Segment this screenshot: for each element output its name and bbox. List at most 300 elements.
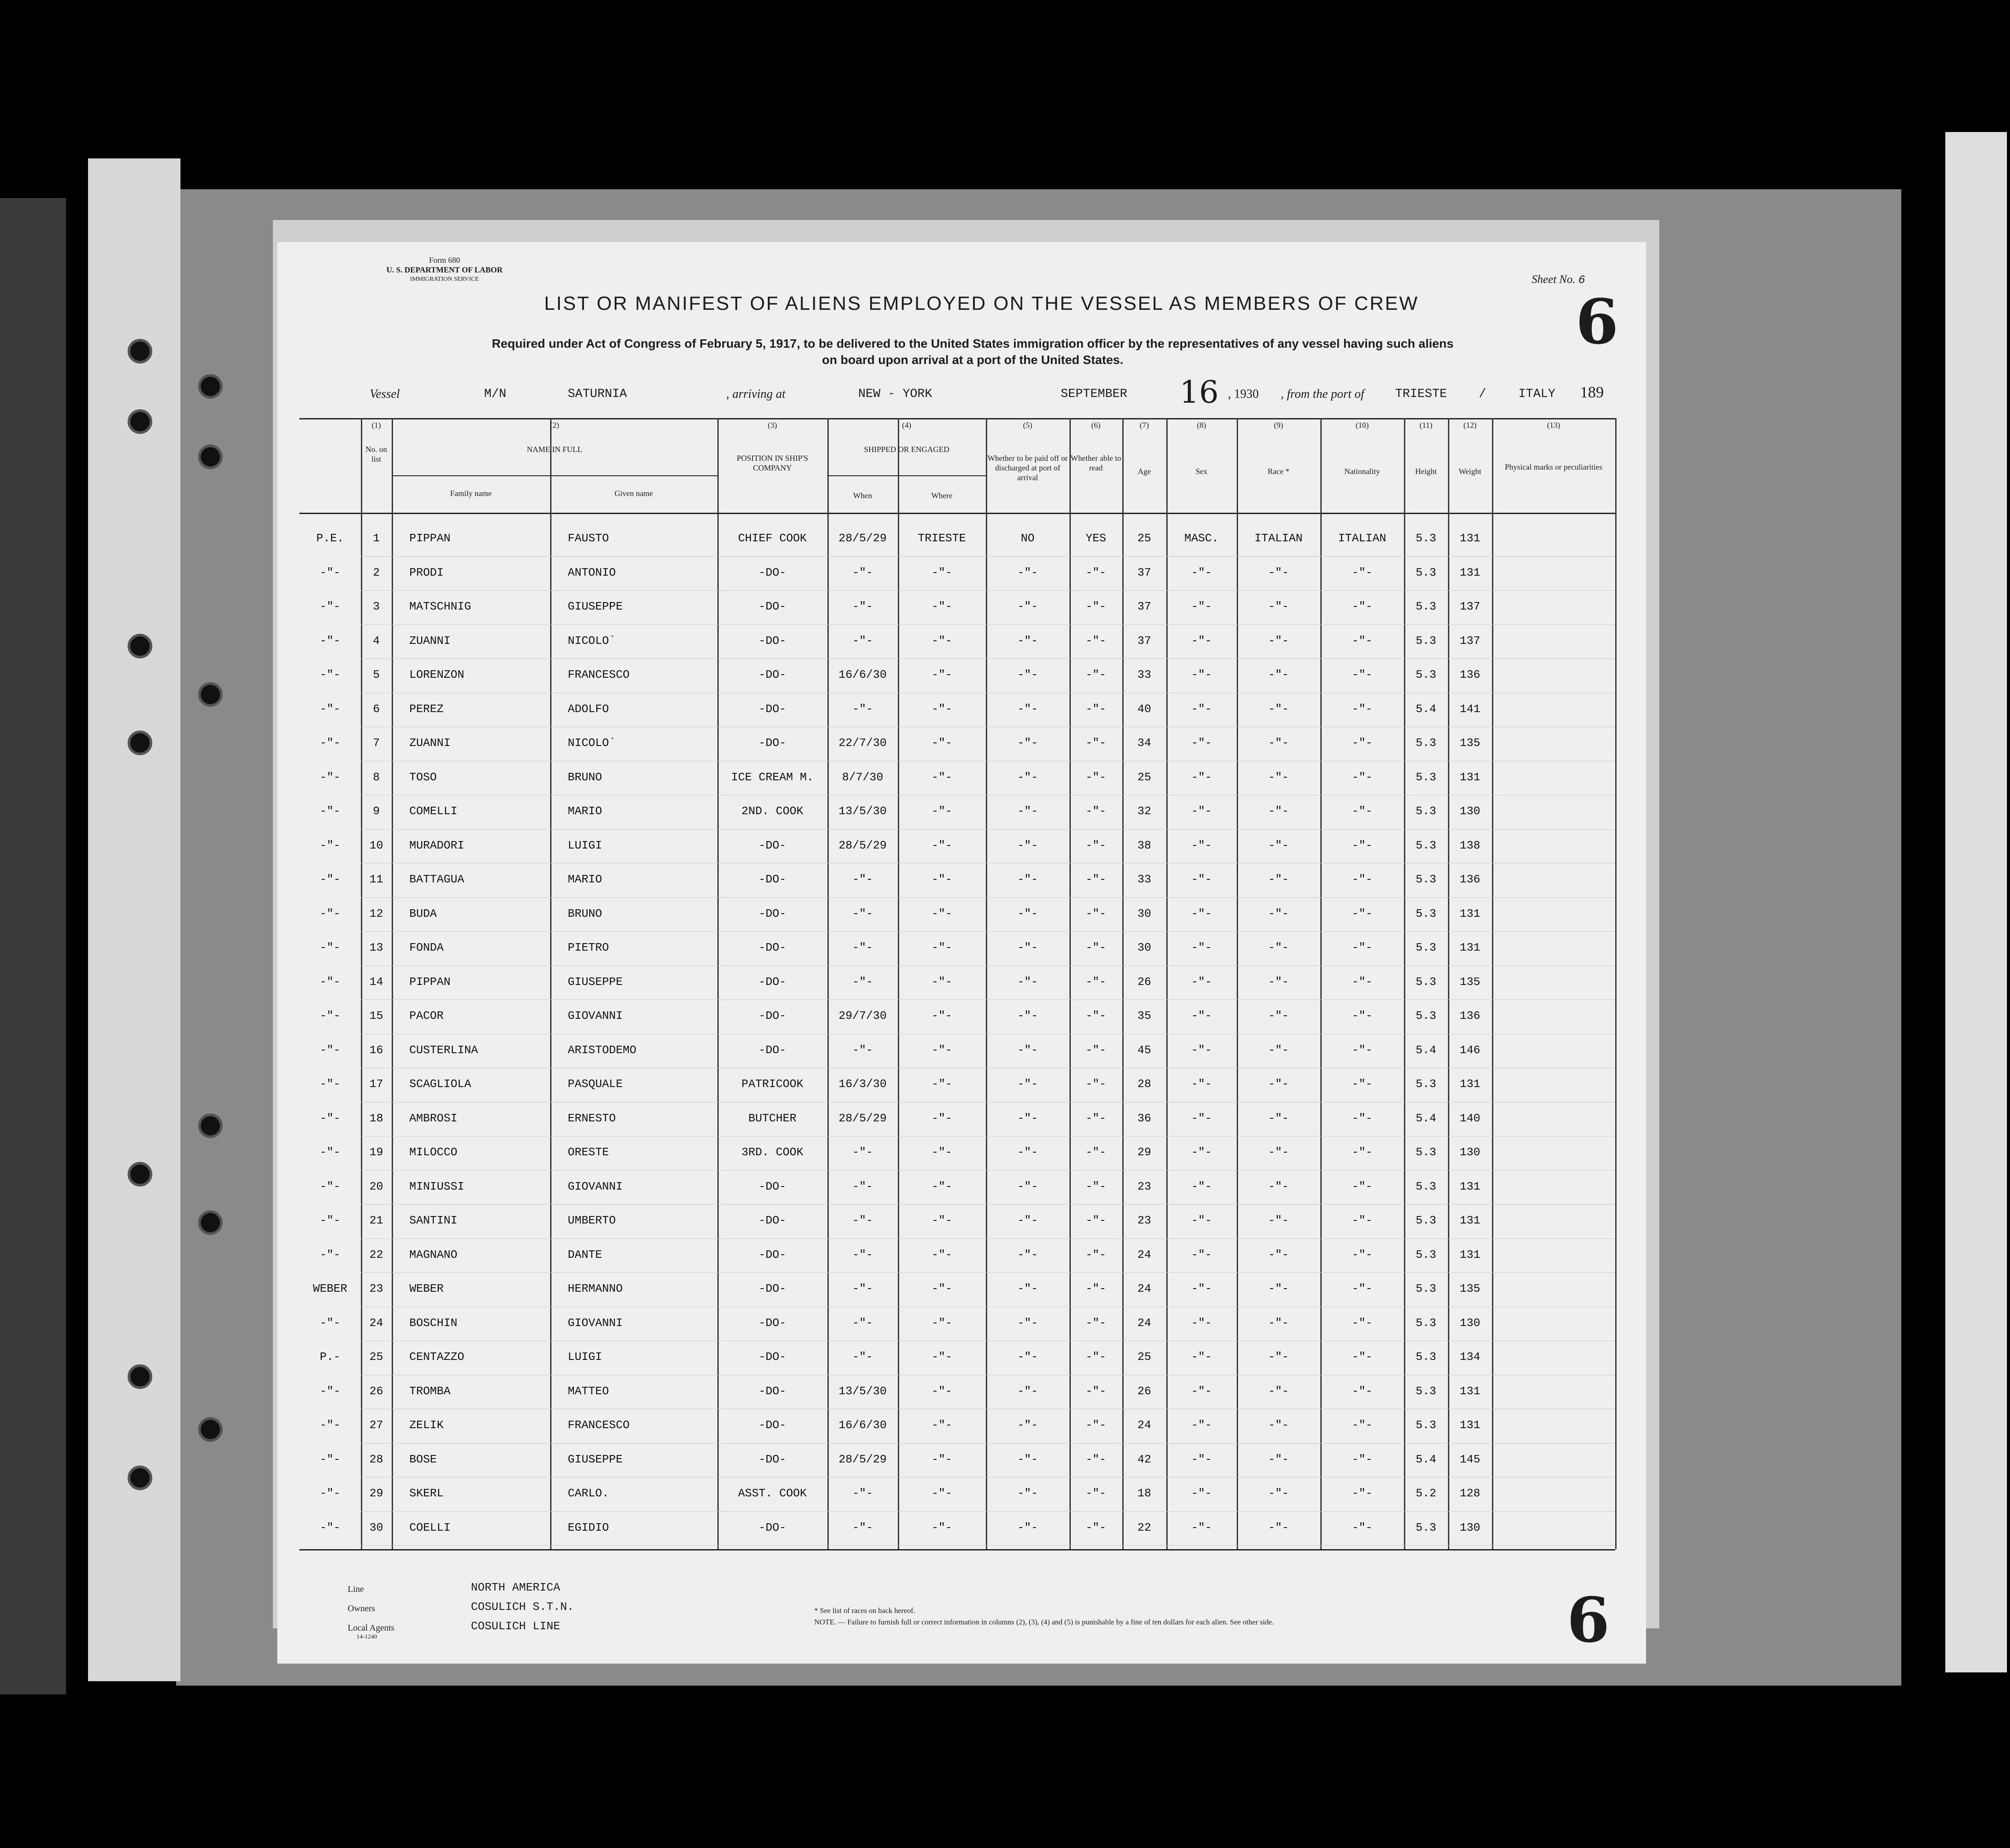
table-header-rule — [299, 513, 1615, 514]
cell-when: -"- — [852, 1350, 873, 1363]
cell-given: HERMANNO — [568, 1282, 623, 1295]
table-row — [277, 763, 1646, 797]
header-family-name: Family name — [450, 489, 492, 498]
cell-given: ARISTODEMO — [568, 1043, 637, 1057]
cell-where: -"- — [931, 805, 952, 818]
cell-paid: -"- — [1017, 1077, 1038, 1091]
cell-family: MATSCHNIG — [409, 600, 471, 613]
cell-age: 30 — [1137, 941, 1151, 954]
cell-no: 1 — [373, 532, 380, 545]
cell-where: -"- — [931, 736, 952, 749]
cell-when: -"- — [852, 1043, 873, 1057]
header-position: POSITION IN SHIP'S COMPANY — [736, 454, 808, 472]
cell-position: -DO- — [758, 668, 786, 681]
cell-where: -"- — [931, 838, 952, 852]
cell-where: -"- — [931, 1282, 952, 1295]
cell-family: ZUANNI — [409, 634, 451, 647]
cell-nat: -"- — [1352, 1214, 1373, 1227]
cell-height: 5.3 — [1415, 736, 1437, 749]
cell-read: -"- — [1085, 770, 1106, 784]
cell-position: PATRICOOK — [741, 1077, 804, 1091]
cell-nat: ITALIAN — [1338, 532, 1386, 545]
cell-read: -"- — [1085, 941, 1106, 954]
cell-given: FRANCESCO — [568, 1418, 630, 1432]
cell-where: TRIESTE — [918, 532, 966, 545]
cell-weight: 136 — [1459, 1009, 1481, 1022]
cell-height: 5.3 — [1415, 873, 1437, 886]
cell-sex: MASC. — [1184, 532, 1219, 545]
cell-given: MATTEO — [568, 1384, 609, 1398]
cell-nat: -"- — [1352, 1418, 1373, 1432]
line-value: NORTH AMERICA — [471, 1581, 560, 1594]
table-row — [277, 1138, 1646, 1172]
cell-nat: -"- — [1352, 1179, 1373, 1193]
cell-given: GIOVANNI — [568, 1009, 623, 1022]
cell-nat: -"- — [1352, 907, 1373, 920]
manifest-page — [277, 242, 1646, 1664]
cell-given: MARIO — [568, 805, 603, 818]
cell-race: -"- — [1268, 702, 1289, 716]
cell-where: -"- — [931, 634, 952, 647]
cell-height: 5.3 — [1415, 838, 1437, 852]
cell-no: 30 — [369, 1521, 383, 1534]
cell-race: -"- — [1268, 1521, 1289, 1534]
binder-hole — [198, 1113, 223, 1138]
cell-given: NICOLO` — [568, 736, 616, 749]
cell-age: 25 — [1137, 770, 1151, 784]
cell-read: -"- — [1085, 838, 1106, 852]
cell-race: -"- — [1268, 975, 1289, 988]
table-row — [277, 524, 1646, 558]
page-title: LIST OR MANIFEST OF ALIENS EMPLOYED ON THE VESSEL AS MEMBERS OF CREW — [544, 293, 1419, 314]
service-name: IMMIGRATION SERVICE — [410, 276, 479, 283]
table-row — [277, 1411, 1646, 1445]
cell-sex: -"- — [1191, 736, 1212, 749]
cell-position: -DO- — [758, 838, 786, 852]
cell-nat: -"- — [1352, 1350, 1373, 1363]
cell-no: 10 — [369, 838, 383, 852]
cell-weight: 131 — [1459, 770, 1481, 784]
cell-race: -"- — [1268, 1384, 1289, 1398]
cell-weight: 130 — [1459, 1316, 1481, 1330]
cell-pre: -"- — [320, 1077, 341, 1091]
cell-weight: 138 — [1459, 838, 1481, 852]
cell-when: -"- — [852, 1248, 873, 1261]
cell-position: -DO- — [758, 600, 786, 613]
cell-age: 25 — [1137, 532, 1151, 545]
table-row — [277, 1069, 1646, 1104]
cell-read: -"- — [1085, 805, 1106, 818]
cell-height: 5.3 — [1415, 1077, 1437, 1091]
cell-no: 2 — [373, 566, 380, 579]
cell-family: MINIUSSI — [409, 1179, 464, 1193]
cell-where: -"- — [931, 1418, 952, 1432]
cell-family: WEBER — [409, 1282, 444, 1295]
cell-given: ERNESTO — [568, 1111, 616, 1125]
cell-height: 5.3 — [1415, 1521, 1437, 1534]
header-sex: Sex — [1195, 467, 1208, 476]
header-able-read: Whether able to read — [1070, 454, 1121, 472]
cell-given: GIOVANNI — [568, 1179, 623, 1193]
cell-pre: -"- — [320, 736, 341, 749]
cell-family: MURADORI — [409, 838, 464, 852]
cell-paid: -"- — [1017, 838, 1038, 852]
cell-where: -"- — [931, 1043, 952, 1057]
cell-age: 25 — [1137, 1350, 1151, 1363]
cell-age: 30 — [1137, 907, 1151, 920]
row-rule — [361, 1204, 1615, 1205]
cell-family: CUSTERLINA — [409, 1043, 478, 1057]
cell-where: -"- — [931, 1384, 952, 1398]
cell-where: -"- — [931, 668, 952, 681]
cell-when: -"- — [852, 1316, 873, 1330]
cell-weight: 135 — [1459, 736, 1481, 749]
cell-read: -"- — [1085, 1179, 1106, 1193]
cell-read: -"- — [1085, 1487, 1106, 1500]
subtitle-line-1: Required under Act of Congress of February 5, 1917, to be delivered to the United States immigration officer by the representatives of any vessel having such aliens — [492, 337, 1454, 350]
cell-pre: -"- — [320, 1521, 341, 1534]
cell-when: 13/5/30 — [838, 805, 887, 818]
table-row — [277, 660, 1646, 694]
binder-strip-left — [88, 158, 180, 1681]
cell-nat: -"- — [1352, 1384, 1373, 1398]
cell-race: -"- — [1268, 668, 1289, 681]
cell-sex: -"- — [1191, 1043, 1212, 1057]
cell-sex: -"- — [1191, 1146, 1212, 1159]
cell-height: 5.3 — [1415, 1179, 1437, 1193]
cell-paid: -"- — [1017, 907, 1038, 920]
cell-family: MAGNANO — [409, 1248, 458, 1261]
cell-height: 5.4 — [1415, 1111, 1437, 1125]
cell-given: NICOLO` — [568, 634, 616, 647]
table-row — [277, 1513, 1646, 1547]
cell-no: 26 — [369, 1384, 383, 1398]
cell-age: 42 — [1137, 1452, 1151, 1466]
cell-height: 5.3 — [1415, 1384, 1437, 1398]
penalty-note: NOTE. — Failure to furnish full or correct information in columns (2), (3), (4) and (5) is punishable by a fine of ten dollars for each alien. See other side. — [814, 1618, 1274, 1626]
cell-no: 17 — [369, 1077, 383, 1091]
form-header-block — [378, 255, 511, 284]
cell-nat: -"- — [1352, 668, 1373, 681]
sheet-value: 6 — [1578, 273, 1585, 287]
cell-family: PRODI — [409, 566, 444, 579]
cell-age: 40 — [1137, 702, 1151, 716]
cell-nat: -"- — [1352, 1077, 1373, 1091]
cell-family: LORENZON — [409, 668, 464, 681]
col-num-13: (13) — [1547, 421, 1560, 430]
cell-read: -"- — [1085, 873, 1106, 886]
agents-value: COSULICH LINE — [471, 1620, 560, 1633]
col-num-3: (3) — [768, 421, 777, 430]
cell-family: FONDA — [409, 941, 444, 954]
header-height: Height — [1415, 467, 1437, 476]
cell-no: 27 — [369, 1418, 383, 1432]
col-num-12: (12) — [1463, 421, 1477, 430]
vessel-line — [277, 374, 1646, 410]
cell-age: 26 — [1137, 1384, 1151, 1398]
cell-weight: 141 — [1459, 702, 1481, 716]
cell-race: -"- — [1268, 1487, 1289, 1500]
cell-age: 24 — [1137, 1282, 1151, 1295]
cell-no: 18 — [369, 1111, 383, 1125]
cell-pre: -"- — [320, 1384, 341, 1398]
cell-nat: -"- — [1352, 702, 1373, 716]
cell-weight: 131 — [1459, 1418, 1481, 1432]
table-bottom-rule — [299, 1549, 1615, 1550]
cell-position: -DO- — [758, 1521, 786, 1534]
cell-pre: -"- — [320, 1146, 341, 1159]
cell-age: 32 — [1137, 805, 1151, 818]
cell-height: 5.3 — [1415, 770, 1437, 784]
cell-height: 5.3 — [1415, 634, 1437, 647]
cell-paid: -"- — [1017, 1521, 1038, 1534]
cell-age: 23 — [1137, 1179, 1151, 1193]
cell-position: -DO- — [758, 1179, 786, 1193]
cell-sex: -"- — [1191, 1179, 1212, 1193]
cell-weight: 136 — [1459, 873, 1481, 886]
cell-where: -"- — [931, 1248, 952, 1261]
cell-where: -"- — [931, 873, 952, 886]
cell-no: 20 — [369, 1179, 383, 1193]
cell-age: 33 — [1137, 873, 1151, 886]
cell-given: GIUSEPPE — [568, 600, 623, 613]
cell-age: 24 — [1137, 1248, 1151, 1261]
cell-race: -"- — [1268, 1077, 1289, 1091]
cell-nat: -"- — [1352, 736, 1373, 749]
cell-weight: 137 — [1459, 634, 1481, 647]
cell-race: -"- — [1268, 600, 1289, 613]
binder-hole — [128, 1364, 152, 1389]
col-num-4: (4) — [902, 421, 911, 430]
cell-position: -DO- — [758, 1418, 786, 1432]
cell-read: -"- — [1085, 1350, 1106, 1363]
cell-read: -"- — [1085, 600, 1106, 613]
cell-read: -"- — [1085, 566, 1106, 579]
cell-where: -"- — [931, 702, 952, 716]
cell-position: -DO- — [758, 1009, 786, 1022]
table-row — [277, 626, 1646, 661]
cell-pre: -"- — [320, 1248, 341, 1261]
cell-given: GIUSEPPE — [568, 975, 623, 988]
cell-given: BRUNO — [568, 770, 603, 784]
cell-when: 16/3/30 — [838, 1077, 887, 1091]
cell-race: -"- — [1268, 1452, 1289, 1466]
cell-no: 14 — [369, 975, 383, 988]
cell-when: 22/7/30 — [838, 736, 887, 749]
cell-height: 5.4 — [1415, 1043, 1437, 1057]
cell-no: 11 — [369, 873, 383, 886]
cell-height: 5.3 — [1415, 1214, 1437, 1227]
cell-nat: -"- — [1352, 770, 1373, 784]
cell-position: -DO- — [758, 634, 786, 647]
cell-sex: -"- — [1191, 600, 1212, 613]
cell-when: -"- — [852, 566, 873, 579]
cell-race: -"- — [1268, 566, 1289, 579]
cell-position: -DO- — [758, 1350, 786, 1363]
cell-paid: -"- — [1017, 1214, 1038, 1227]
table-row — [277, 1104, 1646, 1138]
owners-value: COSULICH S.T.N. — [471, 1600, 574, 1613]
col-num-2: (2) — [550, 421, 559, 430]
cell-read: -"- — [1085, 634, 1106, 647]
cell-sex: -"- — [1191, 1418, 1212, 1432]
cell-sex: -"- — [1191, 1452, 1212, 1466]
cell-race: -"- — [1268, 907, 1289, 920]
cell-when: 28/5/29 — [838, 532, 887, 545]
cell-where: -"- — [931, 1111, 952, 1125]
department-name: U. S. DEPARTMENT OF LABOR — [386, 265, 503, 274]
cell-height: 5.3 — [1415, 1350, 1437, 1363]
table-row — [277, 1240, 1646, 1275]
cell-when: 13/5/30 — [838, 1384, 887, 1398]
cell-no: 7 — [373, 736, 380, 749]
cell-family: PIPPAN — [409, 975, 451, 988]
cell-position: CHIEF COOK — [738, 532, 807, 545]
cell-nat: -"- — [1352, 1521, 1373, 1534]
cell-given: ANTONIO — [568, 566, 616, 579]
cell-where: -"- — [931, 1350, 952, 1363]
cell-when: -"- — [852, 941, 873, 954]
cell-nat: -"- — [1352, 838, 1373, 852]
cell-nat: -"- — [1352, 1487, 1373, 1500]
cell-when: -"- — [852, 1487, 873, 1500]
table-row — [277, 831, 1646, 865]
header-no-on-list: No. on list — [365, 445, 387, 463]
cell-pre: -"- — [320, 1111, 341, 1125]
cell-when: -"- — [852, 634, 873, 647]
cell-age: 29 — [1137, 1146, 1151, 1159]
cell-no: 21 — [369, 1214, 383, 1227]
stamp-number: 189 — [1580, 383, 1604, 401]
cell-when: 28/5/29 — [838, 1111, 887, 1125]
cell-sex: -"- — [1191, 1316, 1212, 1330]
cell-family: BATTAGUA — [409, 873, 464, 886]
cell-where: -"- — [931, 1316, 952, 1330]
cell-sex: -"- — [1191, 1009, 1212, 1022]
cell-nat: -"- — [1352, 941, 1373, 954]
cell-paid: -"- — [1017, 1179, 1038, 1193]
cell-when: 8/7/30 — [842, 770, 883, 784]
cell-family: PACOR — [409, 1009, 444, 1022]
cell-given: EGIDIO — [568, 1521, 609, 1534]
cell-race: -"- — [1268, 1179, 1289, 1193]
cell-no: 3 — [373, 600, 380, 613]
cell-race: -"- — [1268, 1146, 1289, 1159]
cell-paid: -"- — [1017, 1248, 1038, 1261]
cell-family: AMBROSI — [409, 1111, 458, 1125]
cell-pre: -"- — [320, 1179, 341, 1193]
cell-weight: 140 — [1459, 1111, 1481, 1125]
cell-no: 25 — [369, 1350, 383, 1363]
cell-family: SANTINI — [409, 1214, 458, 1227]
row-rule — [361, 829, 1615, 830]
cell-read: -"- — [1085, 1111, 1106, 1125]
cell-when: -"- — [852, 1179, 873, 1193]
cell-when: 16/6/30 — [838, 668, 887, 681]
table-top-rule — [299, 418, 1615, 419]
cell-where: -"- — [931, 600, 952, 613]
cell-height: 5.3 — [1415, 907, 1437, 920]
vessel-name: SATURNIA — [568, 387, 627, 401]
form-code: 14-1240 — [356, 1634, 377, 1640]
cell-position: -DO- — [758, 873, 786, 886]
cell-pre: -"- — [320, 1418, 341, 1432]
header-race: Race * — [1268, 467, 1290, 476]
arrival-month: SEPTEMBER — [1061, 387, 1128, 401]
cell-nat: -"- — [1352, 634, 1373, 647]
binder-hole — [198, 374, 223, 399]
header-nationality: Nationality — [1344, 467, 1380, 476]
cell-read: -"- — [1085, 1418, 1106, 1432]
cell-position: ASST. COOK — [738, 1487, 807, 1500]
table-row — [277, 592, 1646, 626]
cell-race: ITALIAN — [1254, 532, 1303, 545]
cell-where: -"- — [931, 975, 952, 988]
cell-given: GIOVANNI — [568, 1316, 623, 1330]
cell-race: -"- — [1268, 1009, 1289, 1022]
cell-when: -"- — [852, 1214, 873, 1227]
cell-no: 9 — [373, 805, 380, 818]
cell-weight: 130 — [1459, 1521, 1481, 1534]
cell-family: PEREZ — [409, 702, 444, 716]
cell-pre: P.E. — [316, 532, 344, 545]
cell-height: 5.3 — [1415, 532, 1437, 545]
cell-nat: -"- — [1352, 1452, 1373, 1466]
cell-nat: -"- — [1352, 1282, 1373, 1295]
col-num-6: (6) — [1091, 421, 1101, 430]
cell-weight: 131 — [1459, 1248, 1481, 1261]
cell-when: -"- — [852, 975, 873, 988]
cell-read: -"- — [1085, 1077, 1106, 1091]
cell-race: -"- — [1268, 1248, 1289, 1261]
cell-when: -"- — [852, 702, 873, 716]
from-country: ITALY — [1518, 387, 1556, 401]
cell-position: -DO- — [758, 907, 786, 920]
line-label: Line — [348, 1584, 364, 1594]
cell-nat: -"- — [1352, 1146, 1373, 1159]
cell-pre: -"- — [320, 838, 341, 852]
binder-hole — [198, 1210, 223, 1235]
cell-race: -"- — [1268, 1043, 1289, 1057]
cell-weight: 131 — [1459, 532, 1481, 545]
cell-height: 5.3 — [1415, 805, 1437, 818]
cell-where: -"- — [931, 1009, 952, 1022]
from-port-label: , from the port of — [1281, 387, 1364, 401]
cell-position: -DO- — [758, 941, 786, 954]
cell-weight: 131 — [1459, 907, 1481, 920]
cell-given: FAUSTO — [568, 532, 609, 545]
cell-nat: -"- — [1352, 566, 1373, 579]
cell-no: 6 — [373, 702, 380, 716]
row-rule — [361, 1170, 1615, 1171]
form-number: Form 680 — [429, 256, 460, 265]
vessel-prefix: M/N — [484, 387, 507, 401]
cell-family: TROMBA — [409, 1384, 451, 1398]
binder-hole — [128, 339, 152, 364]
cell-age: 24 — [1137, 1316, 1151, 1330]
cell-given: ORESTE — [568, 1146, 609, 1159]
cell-age: 28 — [1137, 1077, 1151, 1091]
cell-sex: -"- — [1191, 907, 1212, 920]
cell-no: 22 — [369, 1248, 383, 1261]
cell-where: -"- — [931, 1077, 952, 1091]
cell-height: 5.3 — [1415, 1248, 1437, 1261]
cell-pre: -"- — [320, 1043, 341, 1057]
cell-age: 33 — [1137, 668, 1151, 681]
cell-age: 22 — [1137, 1521, 1151, 1534]
row-rule — [361, 999, 1615, 1000]
cell-given: FRANCESCO — [568, 668, 630, 681]
